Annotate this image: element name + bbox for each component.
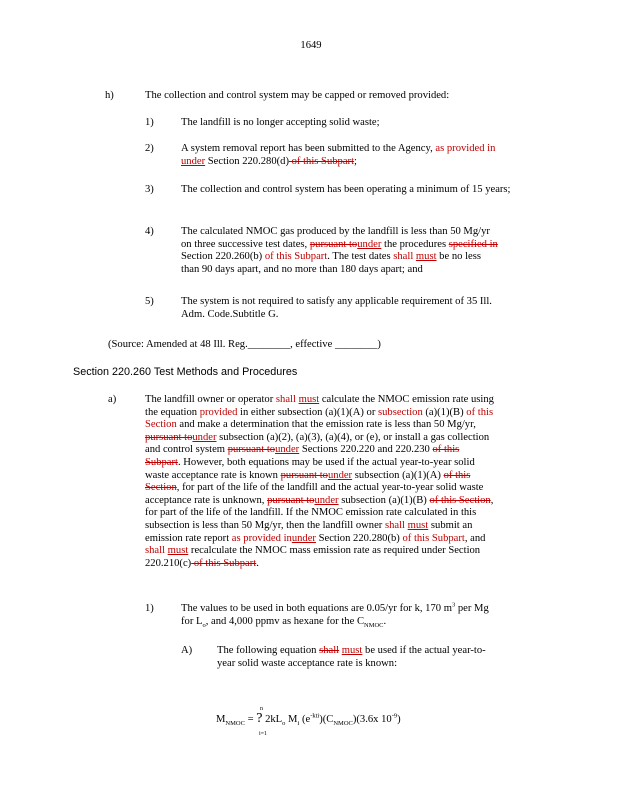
text-run: waste acceptance rate is known bbox=[145, 469, 281, 481]
text-run: for part of the life of the landfill. If the NMOC emission rate calculated in this bbox=[145, 507, 477, 519]
text-run: M bbox=[216, 714, 226, 725]
text-run: in either subsection (a)(1)(A) or bbox=[237, 406, 379, 418]
inserted-text: shall bbox=[393, 251, 414, 263]
source-note bbox=[108, 339, 381, 352]
sub-item-label: 1) bbox=[145, 117, 154, 128]
sub-item-label: 4) bbox=[145, 226, 154, 237]
text-run: ) bbox=[397, 714, 401, 725]
deleted-text: pursuant to bbox=[267, 494, 315, 506]
text-run: (a)(1)(B) bbox=[422, 406, 467, 418]
text-run: = bbox=[244, 714, 257, 725]
sub-item-text: The landfill is no longer accepting solid waste; bbox=[181, 117, 380, 128]
inserted-text: must bbox=[341, 645, 363, 656]
text-run: Section 220.280(d) bbox=[205, 155, 289, 167]
text-run: Sections 220.220 and 220.230 bbox=[299, 444, 433, 456]
text-run: The calculated NMOC gas produced by the landfill is less than 50 Mg/yr bbox=[181, 226, 490, 237]
text-run: Section 220.260(b) bbox=[181, 251, 265, 263]
inserted-text: under bbox=[327, 469, 353, 481]
text-run: year solid waste acceptance rate is known: bbox=[217, 657, 398, 669]
inserted-text: shall bbox=[384, 519, 405, 531]
deleted-text: pursuant to bbox=[309, 238, 358, 250]
inserted-text: must bbox=[415, 251, 437, 263]
subscript: i bbox=[297, 720, 300, 728]
summation-symbol: ? bbox=[256, 711, 263, 726]
text-run: acceptance rate is unknown, bbox=[145, 494, 268, 506]
inserted-text: of this Subpart bbox=[402, 532, 465, 544]
text-run: The values to be used in both equations are 0.05/yr for k, 170 m bbox=[181, 603, 452, 614]
text-run: (Source: Amended at 48 Ill. Reg. bbox=[108, 339, 248, 350]
text-run: M bbox=[285, 714, 298, 725]
text-run: . bbox=[383, 615, 387, 627]
text-run: subsection (a)(1)(A) bbox=[352, 469, 444, 481]
sub-item-label: 3) bbox=[145, 184, 154, 195]
text-run: for L bbox=[181, 615, 203, 627]
inserted-text: under bbox=[291, 532, 316, 544]
deleted-text: of this bbox=[443, 469, 471, 481]
text-run: emission rate report bbox=[145, 532, 232, 544]
superscript: -9 bbox=[391, 712, 398, 720]
deleted-text: pursuant to bbox=[280, 469, 328, 481]
text-run: submit an bbox=[428, 519, 473, 531]
inserted-text: under bbox=[357, 238, 382, 250]
section-heading: Section 220.260 Test Methods and Procedures bbox=[73, 366, 298, 378]
text-run: Adm. Code.Subtitle G. bbox=[181, 308, 279, 320]
deleted-text: pursuant to bbox=[145, 431, 193, 443]
inserted-text: of this Subpart bbox=[264, 251, 328, 263]
superscript: -kti bbox=[310, 712, 320, 720]
text-run: and make a determination that the emission rate is less than 50 Mg/yr, bbox=[176, 419, 476, 431]
text-run: the procedures bbox=[381, 238, 449, 250]
deleted-text: of this Section bbox=[429, 494, 491, 506]
subscript: NMOC bbox=[225, 720, 245, 728]
text-run: 220.210(c) bbox=[145, 557, 192, 569]
inserted-text: provided bbox=[199, 406, 238, 418]
sub-item-text bbox=[181, 143, 551, 168]
sub-sub-item-text bbox=[217, 645, 557, 670]
text-run: )(3.6x 10 bbox=[352, 714, 392, 725]
sub-sub-item-label: A) bbox=[181, 645, 193, 656]
text-run: The system is not required to satisfy any applicable requirement of 35 Ill. bbox=[181, 296, 492, 307]
inserted-text: of this bbox=[466, 406, 494, 418]
text-run: be no less bbox=[436, 251, 481, 263]
item-label-a: a) bbox=[108, 394, 117, 405]
text-run: , bbox=[490, 494, 494, 506]
text-run: ; bbox=[354, 155, 357, 167]
text-run: on three successive test dates, bbox=[181, 238, 310, 250]
text-run: (e bbox=[299, 714, 311, 725]
text-run: , and 4,000 ppmv as hexane for the C bbox=[205, 615, 365, 627]
item-text-h: The collection and control system may be capped or removed provided: bbox=[145, 90, 450, 101]
subscript: o bbox=[282, 720, 286, 728]
inserted-text: as provided in bbox=[435, 143, 496, 154]
inserted-text: subsection bbox=[378, 406, 423, 418]
text-run: the equation bbox=[145, 406, 200, 418]
inserted-text: under bbox=[181, 155, 206, 167]
text-run: , effective bbox=[290, 339, 335, 350]
inserted-text: under bbox=[192, 431, 217, 443]
inserted-text: under bbox=[275, 444, 300, 456]
summation-upper-limit: n bbox=[260, 706, 263, 712]
deleted-text: of this bbox=[432, 444, 460, 456]
deleted-text: Subpart bbox=[145, 456, 178, 468]
text-run: The landfill owner or operator bbox=[145, 394, 276, 405]
text-run: , and bbox=[464, 532, 486, 544]
inserted-text: shall bbox=[145, 545, 166, 557]
text-run: Section 220.280(b) bbox=[315, 532, 403, 544]
inserted-text: must bbox=[407, 519, 429, 531]
deleted-text: pursuant to bbox=[227, 444, 276, 456]
text-run: . The test dates bbox=[327, 251, 394, 263]
text-run: , for part of the life of the landfill and the actual year-to-year solid waste bbox=[176, 482, 484, 494]
deleted-text: of this Subpart bbox=[288, 155, 355, 167]
text-run: be used if the actual year-to- bbox=[362, 645, 486, 656]
sub-item-text bbox=[181, 296, 561, 321]
inserted-text: must bbox=[167, 545, 189, 557]
inserted-text: must bbox=[298, 394, 320, 405]
paragraph-a bbox=[145, 394, 565, 570]
text-run: subsection is less than 50 Mg/yr, then the landfill owner bbox=[145, 519, 385, 531]
text-run: The following equation bbox=[217, 645, 320, 656]
deleted-text: of this Subpart bbox=[191, 557, 257, 569]
subscript: NMOC bbox=[333, 720, 353, 728]
sub-item-label: 1) bbox=[145, 603, 154, 614]
text-run: and control system bbox=[145, 444, 228, 456]
text-run: . However, both equations may be used if the actual year-to-year solid bbox=[177, 456, 475, 468]
text-run: )(C bbox=[319, 714, 334, 725]
subscript: NMOC bbox=[364, 621, 384, 629]
text-run: subsection (a)(2), (a)(3), (a)(4), or (e), or install a gas collection bbox=[216, 431, 490, 443]
inserted-text: as provided in bbox=[231, 532, 292, 544]
deleted-text: Section bbox=[145, 482, 177, 494]
deleted-text: shall bbox=[319, 645, 340, 656]
inserted-text: shall bbox=[275, 394, 296, 405]
page-number: 1649 bbox=[300, 40, 322, 51]
deleted-text: specified in bbox=[448, 238, 498, 250]
equation-body bbox=[216, 713, 401, 727]
sub-item-label: 5) bbox=[145, 296, 154, 307]
sub-item-text bbox=[181, 603, 561, 628]
text-run: per Mg bbox=[455, 603, 489, 614]
inserted-text: under bbox=[314, 494, 339, 506]
text-run: ________ bbox=[334, 339, 378, 350]
text-run: ) bbox=[377, 339, 381, 350]
text-run: . bbox=[256, 557, 259, 569]
sub-item-label: 2) bbox=[145, 143, 154, 154]
text-run: recalculate the NMOC mass emission rate as required under Section bbox=[188, 545, 481, 557]
superscript: 3 bbox=[451, 601, 456, 609]
sub-item-text bbox=[181, 226, 561, 276]
text-run: calculate the NMOC emission rate using bbox=[319, 394, 494, 405]
text-run: subsection (a)(1)(B) bbox=[338, 494, 430, 506]
text-run: 2kL bbox=[262, 714, 283, 725]
text-run: than 90 days apart, and no more than 180 days apart; and bbox=[181, 263, 423, 275]
item-label-h: h) bbox=[105, 90, 114, 101]
subscript: o bbox=[202, 621, 206, 629]
sub-item-text: The collection and control system has been operating a minimum of 15 years; bbox=[181, 184, 511, 195]
text-run: A system removal report has been submitted to the Agency, bbox=[181, 143, 436, 154]
equation bbox=[216, 703, 456, 743]
inserted-text: Section bbox=[145, 419, 177, 431]
text-run: ________ bbox=[247, 339, 291, 350]
summation-lower-limit: i=1 bbox=[259, 731, 268, 737]
